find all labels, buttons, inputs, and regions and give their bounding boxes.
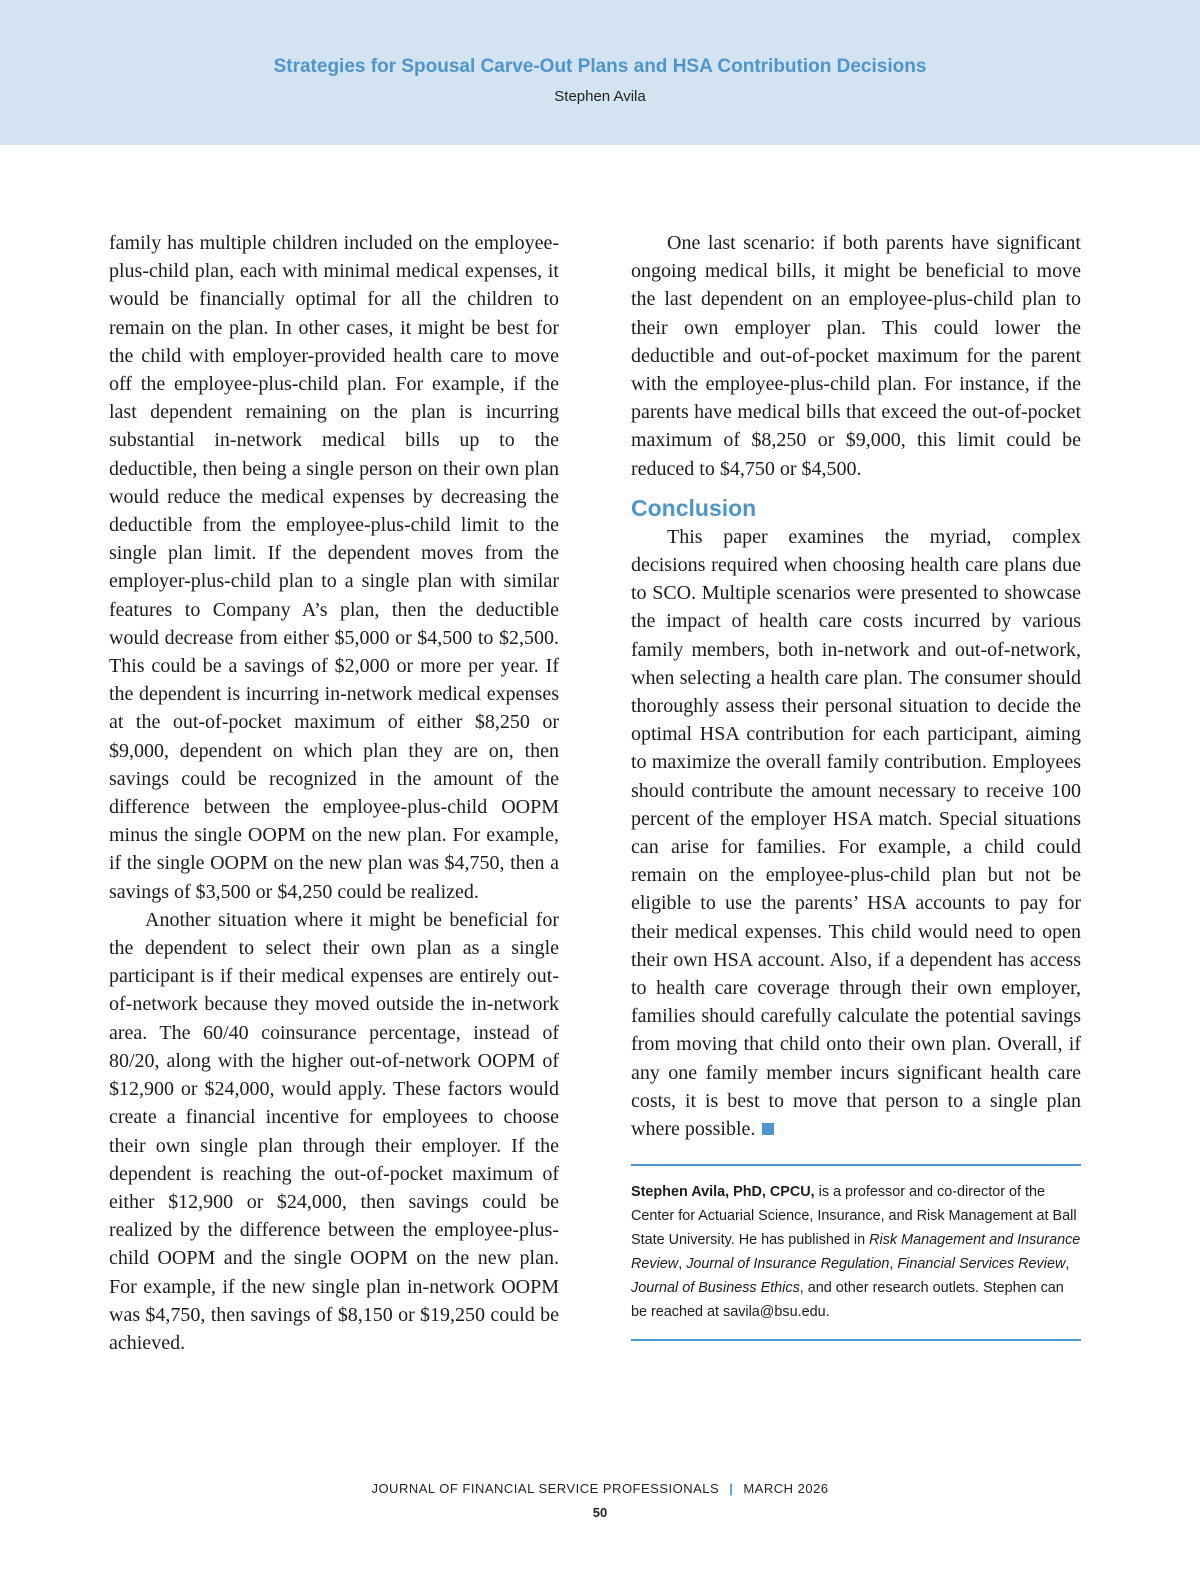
bio-publication: Journal of Insurance Regulation xyxy=(686,1256,890,1273)
body-paragraph: family has multiple children included on the employee-plus-child plan, each with minimal medical expenses, it would be financially optimal for all the children to remain on the plan. In other cases, it might be best for the child with employer-provided health care to move off the employee-plus-child plan. For example, if the last dependent remaining on the plan is incurring substantial in-network medical bills up to the deductible, then being a single person on their own plan would reduce the medical expenses by decreasing the deductible from the employee-plus-child limit to the single plan limit. If the dependent moves from the employer-plus-child plan to a single plan with similar features to Company A’s plan, then the deductible would decrease from either $5,000 or $4,500 to $2,500. This could be a savings of $2,000 or more per year. If the dependent is incurring in-network medical expenses at the out-of-pocket maximum of either $8,250 or $9,000, dependent on which plan they are on, then savings could be recognized in the amount of the difference between the employee-plus-child OOPM minus the single OOPM on the new plan. For example, if the single OOPM on the new plan was $4,750, then a savings of $3,500 or $4,250 could be realized. xyxy=(109,232,559,903)
section-heading: Conclusion xyxy=(631,494,757,521)
body-paragraph xyxy=(631,523,1081,1143)
bio-text: , and other research outlets. Stephen can be reached at savila@bsu.edu. xyxy=(631,1280,1064,1321)
right-column xyxy=(631,229,1081,1341)
footer xyxy=(0,1481,1200,1496)
footer-separator: | xyxy=(729,1481,734,1496)
body-paragraph: One last scenario: if both parents have significant ongoing medical bills, it might be beneficial to move the last dependent on an employee-plus-child plan to their own employer plan. This could lower the deductible and out-of-pocket maximum for the parent with the employee-plus-child plan. For instance, if the parents have medical bills that exceed the out-of-pocket maximum of $8,250 or $9,000, this limit could be reduced to $4,750 or $4,500. xyxy=(631,232,1081,480)
issue-date: MARCH 2026 xyxy=(743,1481,829,1496)
running-title: Strategies for Spousal Carve-Out Plans and HSA Contribution Decisions xyxy=(273,56,927,77)
bio-publication: Financial Services Review xyxy=(897,1256,1066,1273)
bio-name: Stephen Avila, PhD, CPCU, xyxy=(631,1184,815,1201)
page-number: 50 xyxy=(592,1505,608,1520)
bio-separator: , xyxy=(1065,1256,1070,1273)
author-bio xyxy=(631,1164,1081,1341)
running-author: Stephen Avila xyxy=(554,88,646,105)
bio-publication: Journal of Business Ethics xyxy=(631,1280,800,1297)
bio-separator: , xyxy=(889,1256,898,1273)
body-paragraph: Another situation where it might be beneficial for the dependent to select their own plan as a single participant is if their medical expenses are entirely out-of-network because they moved outside the in-network area. The 60/40 coinsurance percentage, instead of 80/20, along with the higher out-of-network OOPM of $12,900 or $24,000, would apply. These factors would create a financial incentive for employees to choose their own single plan through their employer. If the dependent is reaching the out-of-pocket maximum of either $12,900 or $24,000, then savings could be realized by the difference between the employee-plus-child OOPM and the single OOPM on the new plan. For example, if the new single plan in-network OOPM was $4,750, then savings of $8,150 or $19,250 could be achieved. xyxy=(109,908,559,1354)
bio-separator: , xyxy=(678,1256,687,1273)
bio-text: is a professor and co-director of the Center for Actuarial Science, Insurance, and Risk Management at Ball State University. He has published in xyxy=(631,1184,1077,1249)
left-column xyxy=(109,229,559,1357)
journal-name: JOURNAL OF FINANCIAL SERVICE PROFESSIONALS xyxy=(371,1481,720,1496)
end-mark-icon xyxy=(762,1123,774,1135)
bio-publication: Risk Management and Insurance Review xyxy=(631,1232,1081,1273)
conclusion-text: This paper examines the myriad, complex decisions required when choosing health care plans due to SCO. Multiple scenarios were presented to showcase the impact of health care costs incurred by various family members, both in-network and out-of-network, when selecting a health care plan. The consumer should thoroughly assess their personal situation to decide the optimal HSA contribution for each participant, aiming to maximize the overall family contribution. Employees should contribute the amount necessary to receive 100 percent of the employer HSA match. Special situations can arise for families. For example, a child could remain on the employee-plus-child plan but not be eligible to use the parents’ HSA accounts to pay for their medical expenses. This child would need to open their own HSA account. Also, if a dependent has access to health care coverage through their own employer, families should carefully calculate the potential savings from moving that child onto their own plan. Overall, if any one family member incurs significant health care costs, it is best to move that person to a single plan where possible. xyxy=(631,525,1081,1141)
